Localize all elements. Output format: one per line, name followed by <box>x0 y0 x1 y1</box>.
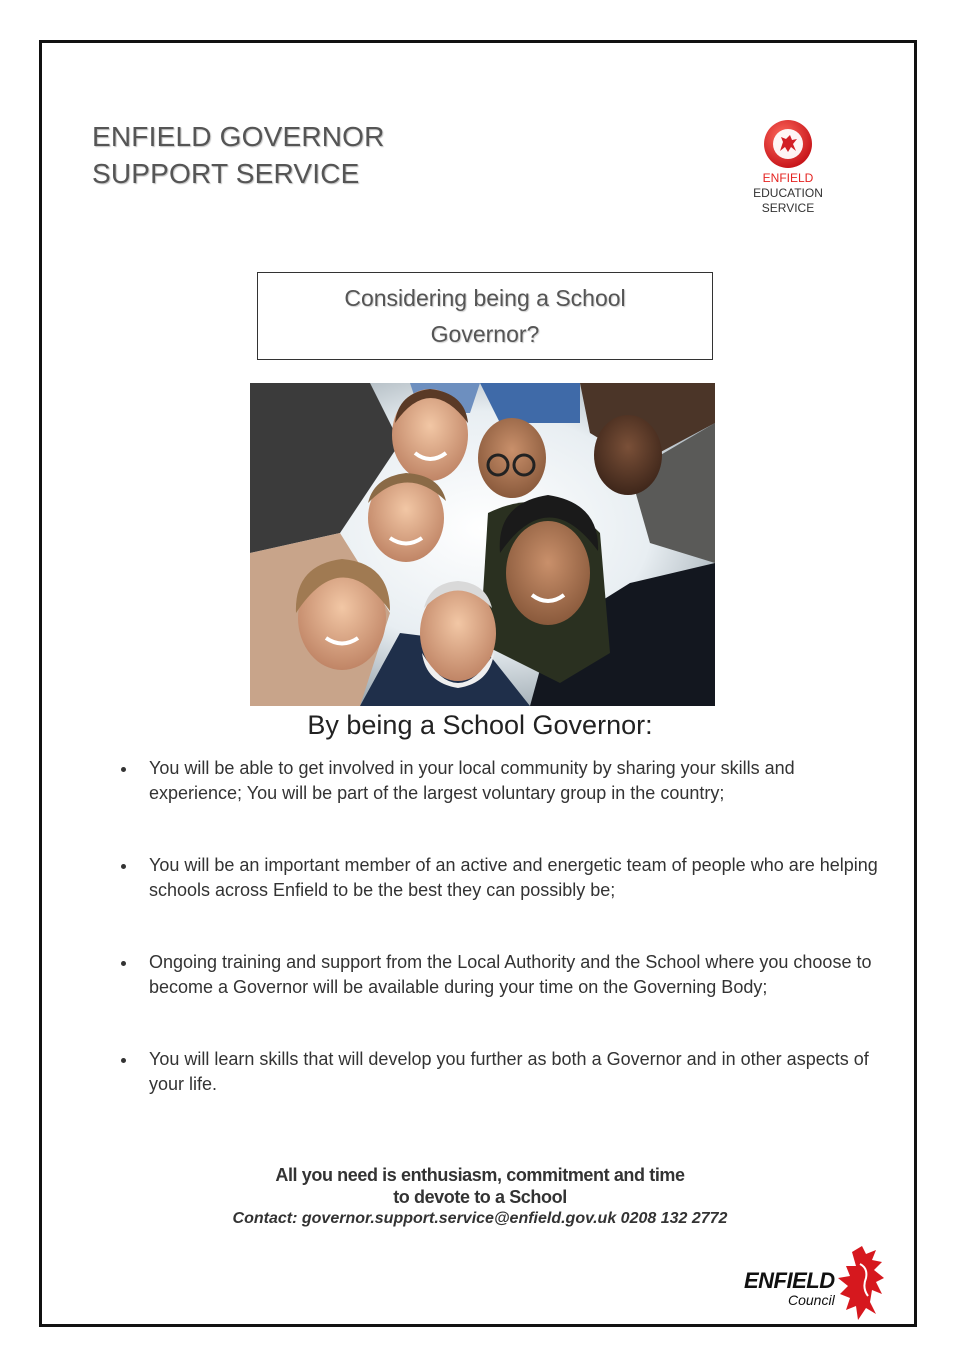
footer-line2: to devote to a School <box>393 1187 567 1207</box>
question-box <box>257 272 713 360</box>
section-heading: By being a School Governor: <box>307 710 653 740</box>
education-service-logo <box>738 118 838 228</box>
bullet-icon <box>121 864 126 869</box>
list-item-text: Ongoing training and support from the Local Authority and the School where you choose to become a Governor will be available during your time on the Governing Body; <box>149 952 872 997</box>
council-logo-sub: Council <box>788 1292 835 1308</box>
bullet-icon <box>121 961 126 966</box>
list-item <box>118 853 878 903</box>
header-title-line1: ENFIELD GOVERNOR <box>92 121 385 152</box>
contact-details: Contact: governor.support.service@enfield.gov.uk 0208 132 2772 <box>232 1210 728 1227</box>
group-of-people-photo <box>250 383 715 706</box>
list-item-text: You will be able to get involved in your local community by sharing your skills and experience; You will be part of the largest voluntary group in the country; <box>149 758 795 803</box>
footer-line1: All you need is enthusiasm, commitment and time <box>275 1165 685 1185</box>
enfield-beast-emblem-icon <box>762 118 814 170</box>
list-item-text: You will learn skills that will develop you further as both a Governor and in other aspects of your life. <box>149 1049 869 1094</box>
education-logo-line1: ENFIELD <box>762 171 814 185</box>
council-logo-name: ENFIELD <box>744 1268 835 1293</box>
header-title <box>92 118 385 192</box>
enfield-council-logo <box>740 1244 900 1324</box>
education-logo-line2: EDUCATION <box>753 186 823 200</box>
bullet-icon <box>121 767 126 772</box>
header-title-line2: SUPPORT SERVICE <box>92 158 360 189</box>
education-logo-line3: SERVICE <box>761 201 815 215</box>
question-line2: Governor? <box>430 321 540 347</box>
list-item-text: You will be an important member of an active and energetic team of people who are helping schools across Enfield to be the best they can possibly be; <box>149 855 878 900</box>
benefits-list <box>118 756 878 1097</box>
enfield-dragon-icon <box>832 1244 896 1324</box>
footer <box>0 1164 960 1230</box>
question-line1: Considering being a School <box>344 285 626 311</box>
list-item <box>118 950 878 1000</box>
list-item <box>118 756 878 806</box>
bullet-icon <box>121 1058 126 1063</box>
list-item <box>118 1047 878 1097</box>
